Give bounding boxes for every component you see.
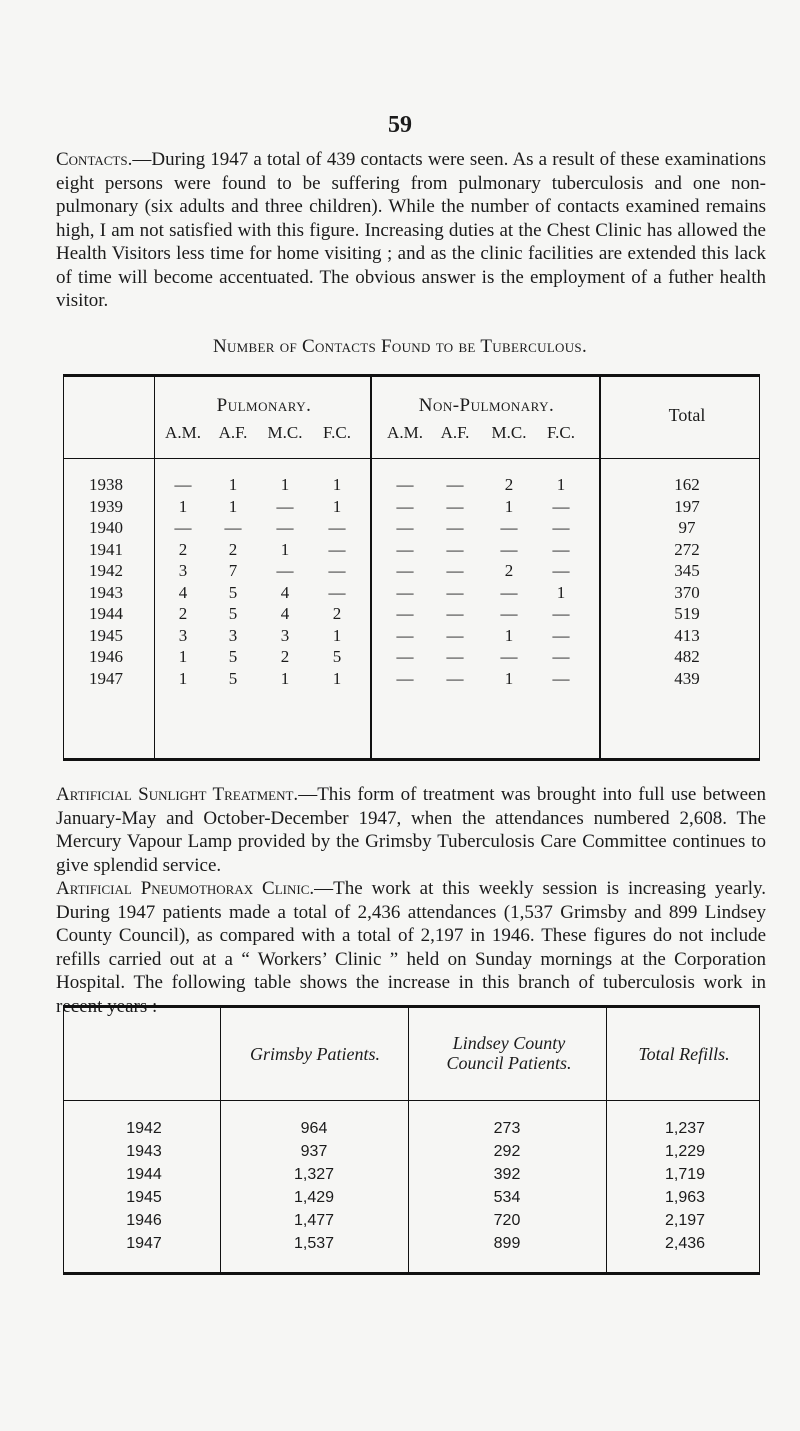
contacts-paragraph <box>56 148 766 313</box>
row-total: 345 <box>674 561 700 580</box>
pulmonary-cell: 3 <box>280 625 290 645</box>
pulmonary-group-header: Pulmonary. <box>216 395 312 416</box>
refills-table <box>63 1005 760 1275</box>
pulmonary-cell: 4 <box>280 582 290 602</box>
non-pulmonary-cell: — <box>446 561 464 580</box>
non-pulmonary-cell: — <box>396 539 414 559</box>
non-pulmonary-cell: — <box>552 647 570 666</box>
pulmonary-cell: 1 <box>332 668 342 688</box>
lindsey-cell: 392 <box>493 1166 521 1183</box>
pulmonary-cell: — <box>328 582 346 602</box>
non-pulmonary-cell: — <box>396 518 414 537</box>
non-pulmonary-cell: — <box>552 561 570 580</box>
non-pulmonary-cell: — <box>552 539 570 559</box>
grimsby-header: Grimsby Patients. <box>250 1044 380 1064</box>
pulmonary-cell: 5 <box>228 647 238 666</box>
row-year: 1944 <box>126 1166 162 1183</box>
contacts-heading: Contacts. <box>56 149 133 170</box>
row-year: 1939 <box>89 496 123 516</box>
pulmonary-cell: 5 <box>228 582 238 602</box>
sub-header: A.M. <box>387 423 423 442</box>
row-year: 1943 <box>89 582 123 602</box>
non-pulmonary-cell: 2 <box>504 475 514 494</box>
lindsey-cell: 720 <box>493 1212 521 1229</box>
non-pulmonary-cell: — <box>446 518 464 537</box>
non-pulmonary-cell: — <box>446 475 464 494</box>
contacts-body: —During 1947 a total of 439 contacts were seen. As a result of these examinations eight persons were found to be suffering from pulmonary tuberculosis and one non-pulmonary (six adults and three children). While the number of contacts examined remains high, I am not satisfied with this figure. Increasing duties at the Chest Clinic has allowed the Health Visitors less time for home visiting ; and as the clinic facilities are extended this lack of time will become accentuated. The obvious answer is the employment of a futher health visitor. <box>56 149 766 311</box>
row-year: 1944 <box>89 604 123 623</box>
row-total: 97 <box>678 518 696 537</box>
row-year: 1945 <box>89 625 123 645</box>
row-year: 1946 <box>126 1212 162 1229</box>
total-refills-cell: 1,229 <box>664 1143 706 1160</box>
pulmonary-cell: 5 <box>332 647 342 666</box>
non-pulmonary-cell: — <box>396 561 414 580</box>
non-pulmonary-cell: — <box>396 582 414 602</box>
pulmonary-cell: 1 <box>332 475 342 494</box>
pulmonary-cell: 2 <box>178 539 188 559</box>
row-year: 1940 <box>89 518 123 537</box>
pulmonary-cell: 4 <box>280 604 290 623</box>
total-refills-cell: 1,237 <box>664 1120 706 1137</box>
non-pulmonary-cell: — <box>500 582 518 602</box>
non-pulmonary-cell: — <box>500 604 518 623</box>
pulmonary-cell: 5 <box>228 668 238 688</box>
sunlight-paragraph <box>56 783 766 877</box>
non-pulmonary-cell: — <box>552 668 570 688</box>
row-total: 370 <box>674 582 700 602</box>
non-pulmonary-cell: — <box>552 496 570 516</box>
pneumothorax-body: —The work at this weekly session is increasing yearly. During 1947 patients made a total of 2,436 attendances (1,537 Grimsby and 899 Lindsey County Council), as compared with a total of 2,197 in 1946. These figures do not include refills carried out at a “ Workers’ Clinic ” held on Sunday mornings at the Corporation Hospital. The following table shows the increase in this branch of tuberculosis work in recent years :— <box>56 878 766 1017</box>
pulmonary-cell: 2 <box>178 604 188 623</box>
pulmonary-cell: 1 <box>228 496 238 516</box>
non-pulmonary-cell: 1 <box>504 625 514 645</box>
total-header: Total <box>668 405 706 425</box>
pulmonary-cell: 1 <box>178 668 188 688</box>
contacts-table <box>63 374 760 761</box>
pulmonary-cell: — <box>328 539 346 559</box>
non-pulmonary-cell: 1 <box>556 475 566 494</box>
non-pulmonary-cell: 1 <box>556 582 566 602</box>
total-refills-header: Total Refills. <box>638 1044 730 1064</box>
row-total: 197 <box>674 496 700 516</box>
grimsby-cell: 1,537 <box>293 1235 335 1252</box>
sub-header: M.C. <box>491 423 527 442</box>
row-year: 1947 <box>126 1235 162 1252</box>
pulmonary-cell: 2 <box>332 604 342 623</box>
row-year: 1947 <box>89 668 123 688</box>
pulmonary-cell: 1 <box>280 668 290 688</box>
total-refills-cell: 1,963 <box>664 1189 706 1206</box>
pneumothorax-paragraph <box>56 877 766 1018</box>
non-pulmonary-cell: — <box>446 604 464 623</box>
pulmonary-cell: 1 <box>178 496 188 516</box>
pulmonary-cell: 1 <box>332 625 342 645</box>
row-year: 1938 <box>89 475 123 494</box>
grimsby-cell: 1,429 <box>293 1189 335 1206</box>
pulmonary-cell: — <box>276 496 294 516</box>
non-pulmonary-group-header: Non-Pulmonary. <box>418 395 555 416</box>
grimsby-cell: 964 <box>300 1120 328 1137</box>
pulmonary-cell: — <box>276 518 294 537</box>
grimsby-cell: 937 <box>300 1143 328 1160</box>
row-year: 1946 <box>89 647 123 666</box>
non-pulmonary-cell: — <box>500 647 518 666</box>
pulmonary-cell: 1 <box>228 475 238 494</box>
non-pulmonary-cell: — <box>552 518 570 537</box>
non-pulmonary-cell: — <box>396 604 414 623</box>
row-total: 439 <box>674 668 700 688</box>
non-pulmonary-cell: — <box>446 668 464 688</box>
row-total: 482 <box>674 647 700 666</box>
sub-header: A.F. <box>440 423 470 442</box>
non-pulmonary-cell: — <box>500 539 518 559</box>
pulmonary-cell: 2 <box>280 647 290 666</box>
contacts-table-title: Number of Contacts Found to be Tuberculous. <box>212 336 588 357</box>
pulmonary-cell: 1 <box>280 475 290 494</box>
sub-header: M.C. <box>267 423 303 442</box>
pulmonary-cell: 1 <box>280 539 290 559</box>
pulmonary-cell: — <box>174 518 192 537</box>
grimsby-cell: 1,477 <box>293 1212 335 1229</box>
pulmonary-cell: 4 <box>178 582 188 602</box>
row-year: 1943 <box>126 1143 162 1160</box>
non-pulmonary-cell: — <box>446 539 464 559</box>
sunlight-body: —This form of treatment was brought into full use between January-May and October-December 1947, when the attendances numbered 2,608. The Mercury Vapour Lamp provided by the Grimsby Tuberculosis Care Committee continues to give splendid service. <box>56 784 766 876</box>
row-total: 272 <box>674 539 700 559</box>
non-pulmonary-cell: — <box>396 496 414 516</box>
pneumothorax-heading: Artificial Pneumothorax Clinic. <box>56 878 315 899</box>
lindsey-cell: 899 <box>493 1235 521 1252</box>
sub-header: F.C. <box>547 423 575 442</box>
sub-header: A.F. <box>218 423 248 442</box>
row-total: 413 <box>674 625 700 645</box>
pulmonary-cell: 2 <box>228 539 238 559</box>
lindsey-cell: 534 <box>493 1189 521 1206</box>
pulmonary-cell: — <box>328 561 346 580</box>
non-pulmonary-cell: — <box>446 625 464 645</box>
total-refills-cell: 2,197 <box>664 1212 706 1229</box>
pulmonary-cell: 3 <box>178 561 188 580</box>
pulmonary-cell: 1 <box>332 496 342 516</box>
page-number: 59 <box>388 112 412 138</box>
sunlight-heading: Artificial Sunlight Treatment. <box>56 784 299 805</box>
sub-header: A.M. <box>165 423 201 442</box>
non-pulmonary-cell: — <box>552 604 570 623</box>
non-pulmonary-cell: — <box>446 582 464 602</box>
pulmonary-cell: — <box>174 475 192 494</box>
row-total: 162 <box>674 475 700 494</box>
pulmonary-cell: — <box>276 561 294 580</box>
row-year: 1941 <box>89 539 123 559</box>
row-total: 519 <box>674 604 700 623</box>
non-pulmonary-cell: — <box>396 625 414 645</box>
row-year: 1942 <box>89 561 123 580</box>
non-pulmonary-cell: — <box>446 496 464 516</box>
non-pulmonary-cell: — <box>500 518 518 537</box>
row-year: 1942 <box>126 1120 162 1137</box>
sub-header: F.C. <box>323 423 351 442</box>
pulmonary-cell: 3 <box>178 625 188 645</box>
non-pulmonary-cell: — <box>396 647 414 666</box>
pulmonary-cell: — <box>224 518 242 537</box>
non-pulmonary-cell: — <box>396 668 414 688</box>
pulmonary-cell: 7 <box>228 561 238 580</box>
pulmonary-cell: 3 <box>228 625 238 645</box>
total-refills-cell: 2,436 <box>664 1235 706 1252</box>
lindsey-header: Lindsey County Council Patients. <box>446 1033 572 1073</box>
pulmonary-cell: 1 <box>178 647 188 666</box>
grimsby-cell: 1,327 <box>293 1166 335 1183</box>
non-pulmonary-cell: 1 <box>504 668 514 688</box>
total-refills-cell: 1,719 <box>664 1166 706 1183</box>
non-pulmonary-cell: — <box>446 647 464 666</box>
lindsey-cell: 273 <box>493 1120 521 1137</box>
pulmonary-cell: 5 <box>228 604 238 623</box>
non-pulmonary-cell: 2 <box>504 561 514 580</box>
pulmonary-cell: — <box>328 518 346 537</box>
non-pulmonary-cell: — <box>396 475 414 494</box>
lindsey-cell: 292 <box>493 1143 521 1160</box>
row-year: 1945 <box>126 1189 162 1206</box>
non-pulmonary-cell: — <box>552 625 570 645</box>
non-pulmonary-cell: 1 <box>504 496 514 516</box>
